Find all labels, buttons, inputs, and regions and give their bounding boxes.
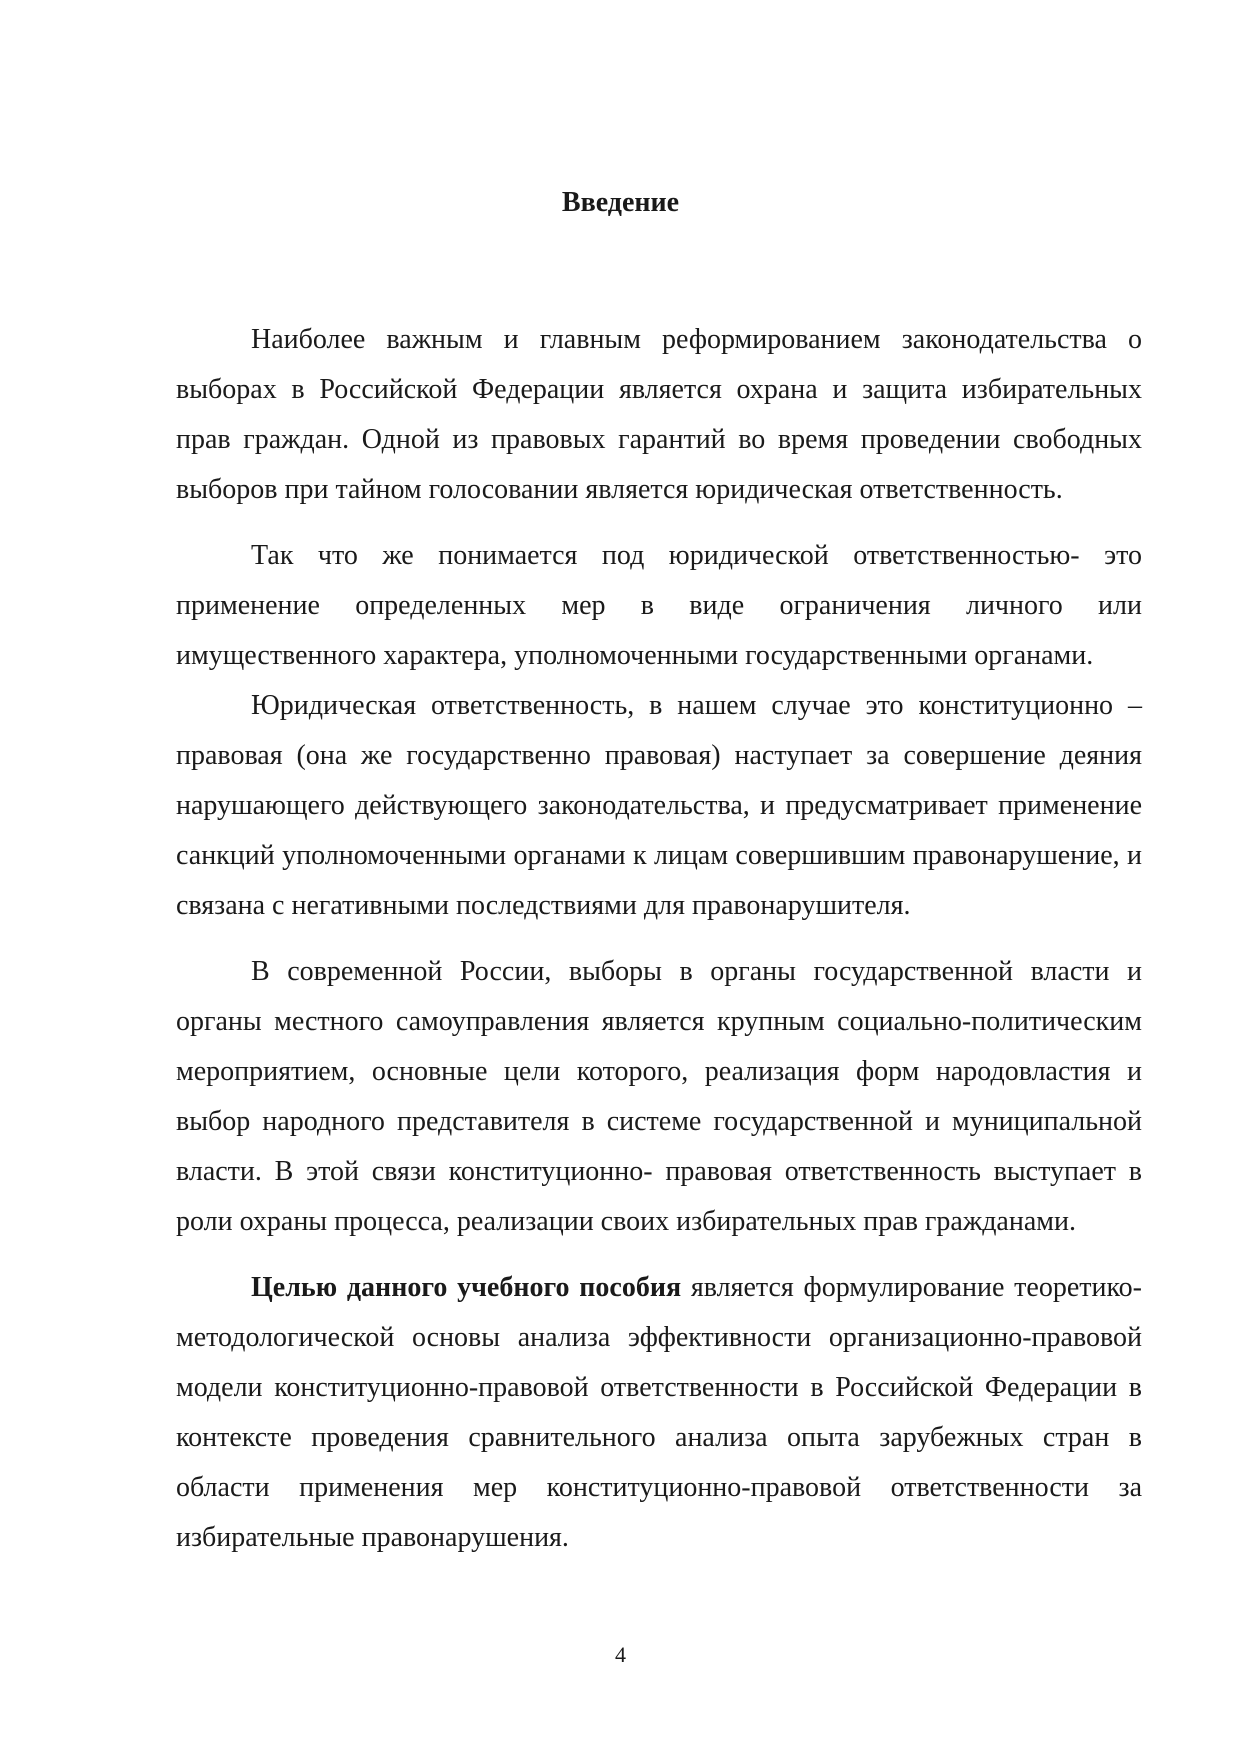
page-title: Введение [561,187,680,218]
paragraph-5 [176,1263,1142,1563]
goal-emphasis: Целью данного учебного пособия [251,1272,682,1303]
body-text [176,315,1142,1563]
goal-text: является формулирование теоретико-методологической основы анализа эффективности организационно-правовой модели конституционно-правовой ответственности в Российской Федерации в контексте проведения сравнительного анализа опыта зарубежных стран в области применения мер конституционно-правовой ответственности за избирательные правонарушения. [176,1272,1142,1553]
paragraph-3: Юридическая ответственность, в нашем случае это конституционно – правовая (она же государственно правовая) наступает за совершение деяния нарушающего действующего законодательства, и предусматривает применение санкций уполномоченными органами к лицам совершившим правонарушение, и связана с негативными последствиями для правонарушителя. [176,690,1142,921]
paragraph-2: Так что же понимается под юридической ответственностью- это применение определенных мер в виде ограничения личного или имущественного характера, уполномоченными государственными органами. [176,540,1142,671]
paragraph-1: Наиболее важным и главным реформированием законодательства о выборах в Российской Федерации является охрана и защита избирательных прав граждан. Одной из правовых гарантий во время проведении свободных выборов при тайном голосовании является юридическая ответственность. [176,324,1142,505]
page-number: 4 [615,1642,626,1667]
paragraph-4: В современной России, выборы в органы государственной власти и органы местного самоуправления является крупным социально-политическим мероприятием, основные цели которого, реализация форм народовластия и выбор народного представителя в системе государственной и муниципальной власти. В этой связи конституционно- правовая ответственность выступает в роли охраны процесса, реализации своих избирательных прав гражданами. [176,956,1142,1237]
